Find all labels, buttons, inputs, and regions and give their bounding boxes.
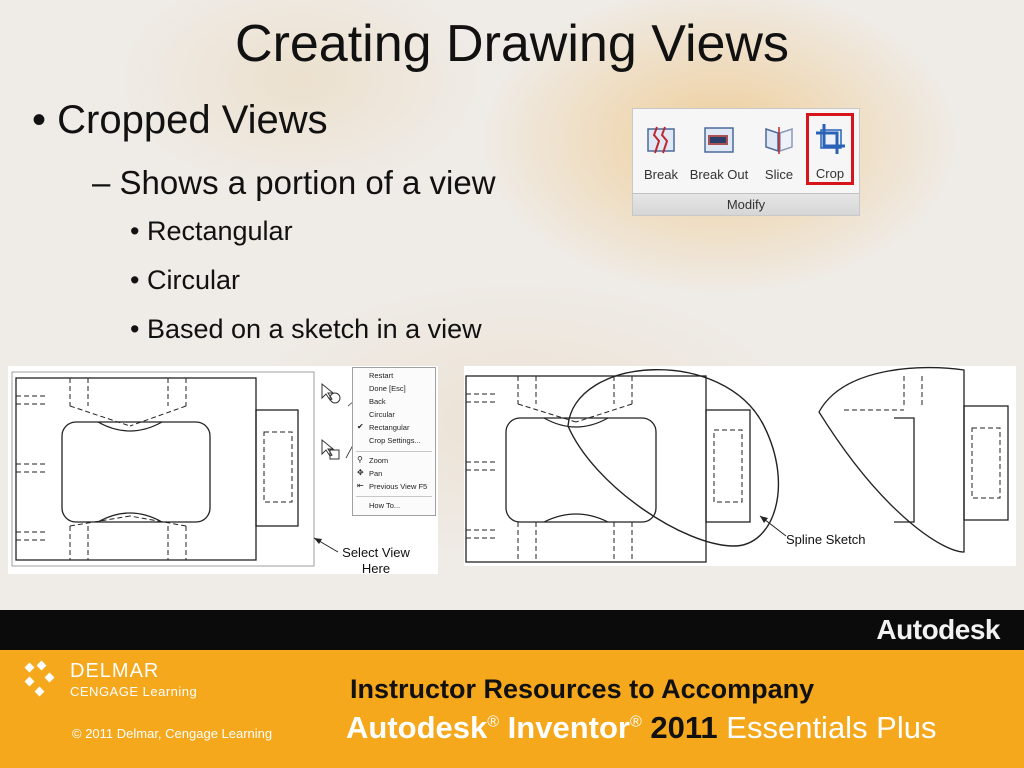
reg-mark: ® (487, 713, 500, 731)
cengage-wordmark: CENGAGE Learning (70, 684, 198, 699)
menu-separator (356, 496, 432, 497)
item-dot: • (130, 314, 140, 344)
bullet-cropped-views (32, 98, 328, 143)
spline-sketch-callout: Spline Sketch (786, 532, 866, 547)
sub-text: Shows a portion of a view (119, 164, 496, 201)
break-label: Break (644, 167, 678, 182)
product-year: 2011 (650, 710, 718, 745)
menu-item-crop-settings[interactable]: Crop Settings... (369, 436, 421, 445)
item-dot: • (130, 265, 140, 295)
drawing-view-right (464, 366, 1016, 566)
menu-item-restart[interactable]: Restart (369, 371, 394, 380)
autodesk-logo: Autodesk (876, 614, 1000, 645)
crop-button[interactable] (806, 113, 854, 185)
menu-separator (356, 451, 432, 452)
menu-item-previous-view[interactable]: Previous View F5 (369, 482, 428, 491)
check-icon: ✔ (357, 422, 364, 431)
pan-icon: ✥ (357, 468, 364, 477)
break-out-button[interactable] (687, 117, 751, 185)
item-sketch (130, 314, 482, 345)
slice-button[interactable] (757, 117, 801, 185)
break-button[interactable] (639, 117, 683, 185)
sub-bullet-portion (92, 164, 496, 202)
sub-dash: – (92, 164, 111, 201)
break-out-label: Break Out (689, 167, 749, 182)
product-title (346, 710, 937, 746)
instructor-resources-heading: Instructor Resources to Accompany (350, 674, 815, 704)
crop-icon (813, 122, 847, 156)
bullet-text: Cropped Views (57, 98, 328, 142)
product-tail: Essentials Plus (726, 710, 937, 745)
delmar-wordmark: DELMAR (70, 660, 160, 682)
copyright-text: © 2011 Delmar, Cengage Learning (72, 726, 273, 741)
slice-icon (762, 123, 796, 157)
menu-item-how-to[interactable]: How To... (369, 501, 401, 510)
item-text: Circular (146, 265, 240, 295)
select-view-callout: Select View Here (342, 545, 410, 576)
menu-item-circular[interactable]: Circular (369, 410, 395, 419)
menu-item-pan[interactable]: Pan (369, 469, 383, 478)
break-out-icon (702, 123, 736, 157)
item-circular (130, 265, 240, 296)
item-rectangular (130, 216, 293, 247)
menu-item-zoom[interactable]: Zoom (369, 456, 389, 465)
slice-label: Slice (764, 167, 794, 182)
footer-black-bar (0, 610, 1024, 650)
crop-label: Crop (815, 166, 845, 181)
modify-ribbon-panel (632, 108, 860, 216)
zoom-icon: ⚲ (357, 455, 363, 464)
item-dot: • (130, 216, 140, 246)
previous-view-icon: ⇤ (357, 481, 364, 490)
modify-panel-label: Modify (633, 193, 859, 215)
menu-item-back[interactable]: Back (369, 397, 386, 406)
reg-mark: ® (629, 713, 642, 731)
item-text: Based on a sketch in a view (146, 314, 482, 344)
slide-title: Creating Drawing Views (235, 15, 789, 73)
menu-item-done[interactable]: Done [Esc] (369, 384, 406, 393)
drawing-view-right-graphic (464, 366, 1016, 566)
product-inventor: Inventor (507, 710, 630, 745)
product-brand: Autodesk (346, 710, 488, 745)
break-icon (644, 123, 678, 157)
menu-item-rectangular[interactable]: Rectangular (369, 423, 410, 432)
bullet-dot: • (32, 98, 47, 142)
item-text: Rectangular (146, 216, 293, 246)
delmar-logo-icon (22, 660, 62, 700)
context-menu (352, 367, 436, 516)
